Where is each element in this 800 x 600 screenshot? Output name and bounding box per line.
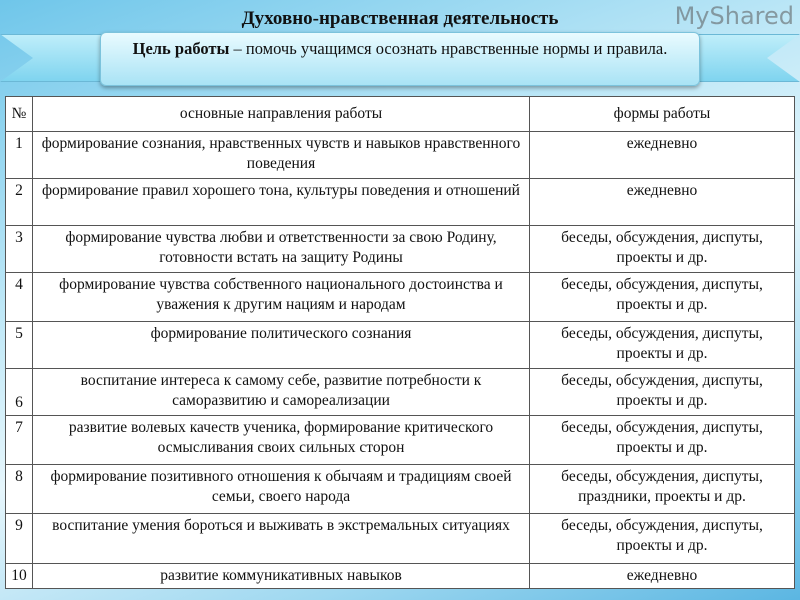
row-forms: беседы, обсуждения, диспуты, проекты и др. (530, 369, 795, 416)
row-number: 3 (6, 226, 33, 273)
table-row (6, 369, 795, 416)
slide-title: Духовно-нравственная деятельность (241, 8, 559, 29)
goal-text: – помочь учащимся осознать нравственные нормы и правила. (229, 39, 668, 58)
row-forms: беседы, обсуждения, диспуты, проекты и др. (530, 273, 795, 322)
row-direction: развитие волевых качеств ученика, формирование критического осмысливания своих сильных сторон (33, 416, 530, 465)
row-number: 8 (6, 465, 33, 514)
row-number: 9 (6, 514, 33, 564)
header-number: № (6, 97, 33, 132)
row-direction: формирование сознания, нравственных чувств и навыков нравственного поведения (33, 132, 530, 179)
row-number: 7 (6, 416, 33, 465)
row-direction: развитие коммуникативных навыков (33, 564, 530, 589)
row-forms: беседы, обсуждения, диспуты, проекты и др. (530, 226, 795, 273)
header-direction: основные направления работы (33, 97, 530, 132)
row-number: 1 (6, 132, 33, 179)
watermark-logo: MyShared (674, 2, 794, 30)
row-direction: воспитание интереса к самому себе, развитие потребности к саморазвитию и самореализации (33, 369, 530, 416)
table-row (6, 322, 795, 369)
row-number: 4 (6, 273, 33, 322)
table-row (6, 465, 795, 514)
row-forms: беседы, обсуждения, диспуты, праздники, проекты и др. (530, 465, 795, 514)
row-forms: ежедневно (530, 132, 795, 179)
header-forms: формы работы (530, 97, 795, 132)
table-header (6, 97, 795, 132)
row-number: 6 (6, 369, 33, 416)
goal-banner (100, 32, 700, 86)
table-row (6, 514, 795, 564)
table-row (6, 564, 795, 589)
row-number: 2 (6, 179, 33, 226)
table-row (6, 416, 795, 465)
row-number: 10 (6, 564, 33, 589)
row-forms: беседы, обсуждения, диспуты, проекты и др. (530, 322, 795, 369)
row-direction: воспитание умения бороться и выживать в экстремальных ситуациях (33, 514, 530, 564)
row-forms: беседы, обсуждения, диспуты, проекты и др. (530, 416, 795, 465)
goal-label: Цель работы (132, 39, 230, 58)
table-row (6, 179, 795, 226)
row-direction: формирование чувства любви и ответственности за свою Родину, готовности встать на защиту Родины (33, 226, 530, 273)
row-direction: формирование позитивного отношения к обычаям и традициям своей семьи, своего народа (33, 465, 530, 514)
work-table (5, 96, 795, 589)
row-direction: формирование политического сознания (33, 322, 530, 369)
row-direction: формирование правил хорошего тона, культуры поведения и отношений (33, 179, 530, 226)
table-row (6, 226, 795, 273)
table-row (6, 132, 795, 179)
table-row (6, 273, 795, 322)
row-forms: ежедневно (530, 179, 795, 226)
row-forms: ежедневно (530, 564, 795, 589)
row-forms: беседы, обсуждения, диспуты, проекты и др. (530, 514, 795, 564)
row-direction: формирование чувства собственного национального достоинства и уважения к другим нациям и народам (33, 273, 530, 322)
row-number: 5 (6, 322, 33, 369)
